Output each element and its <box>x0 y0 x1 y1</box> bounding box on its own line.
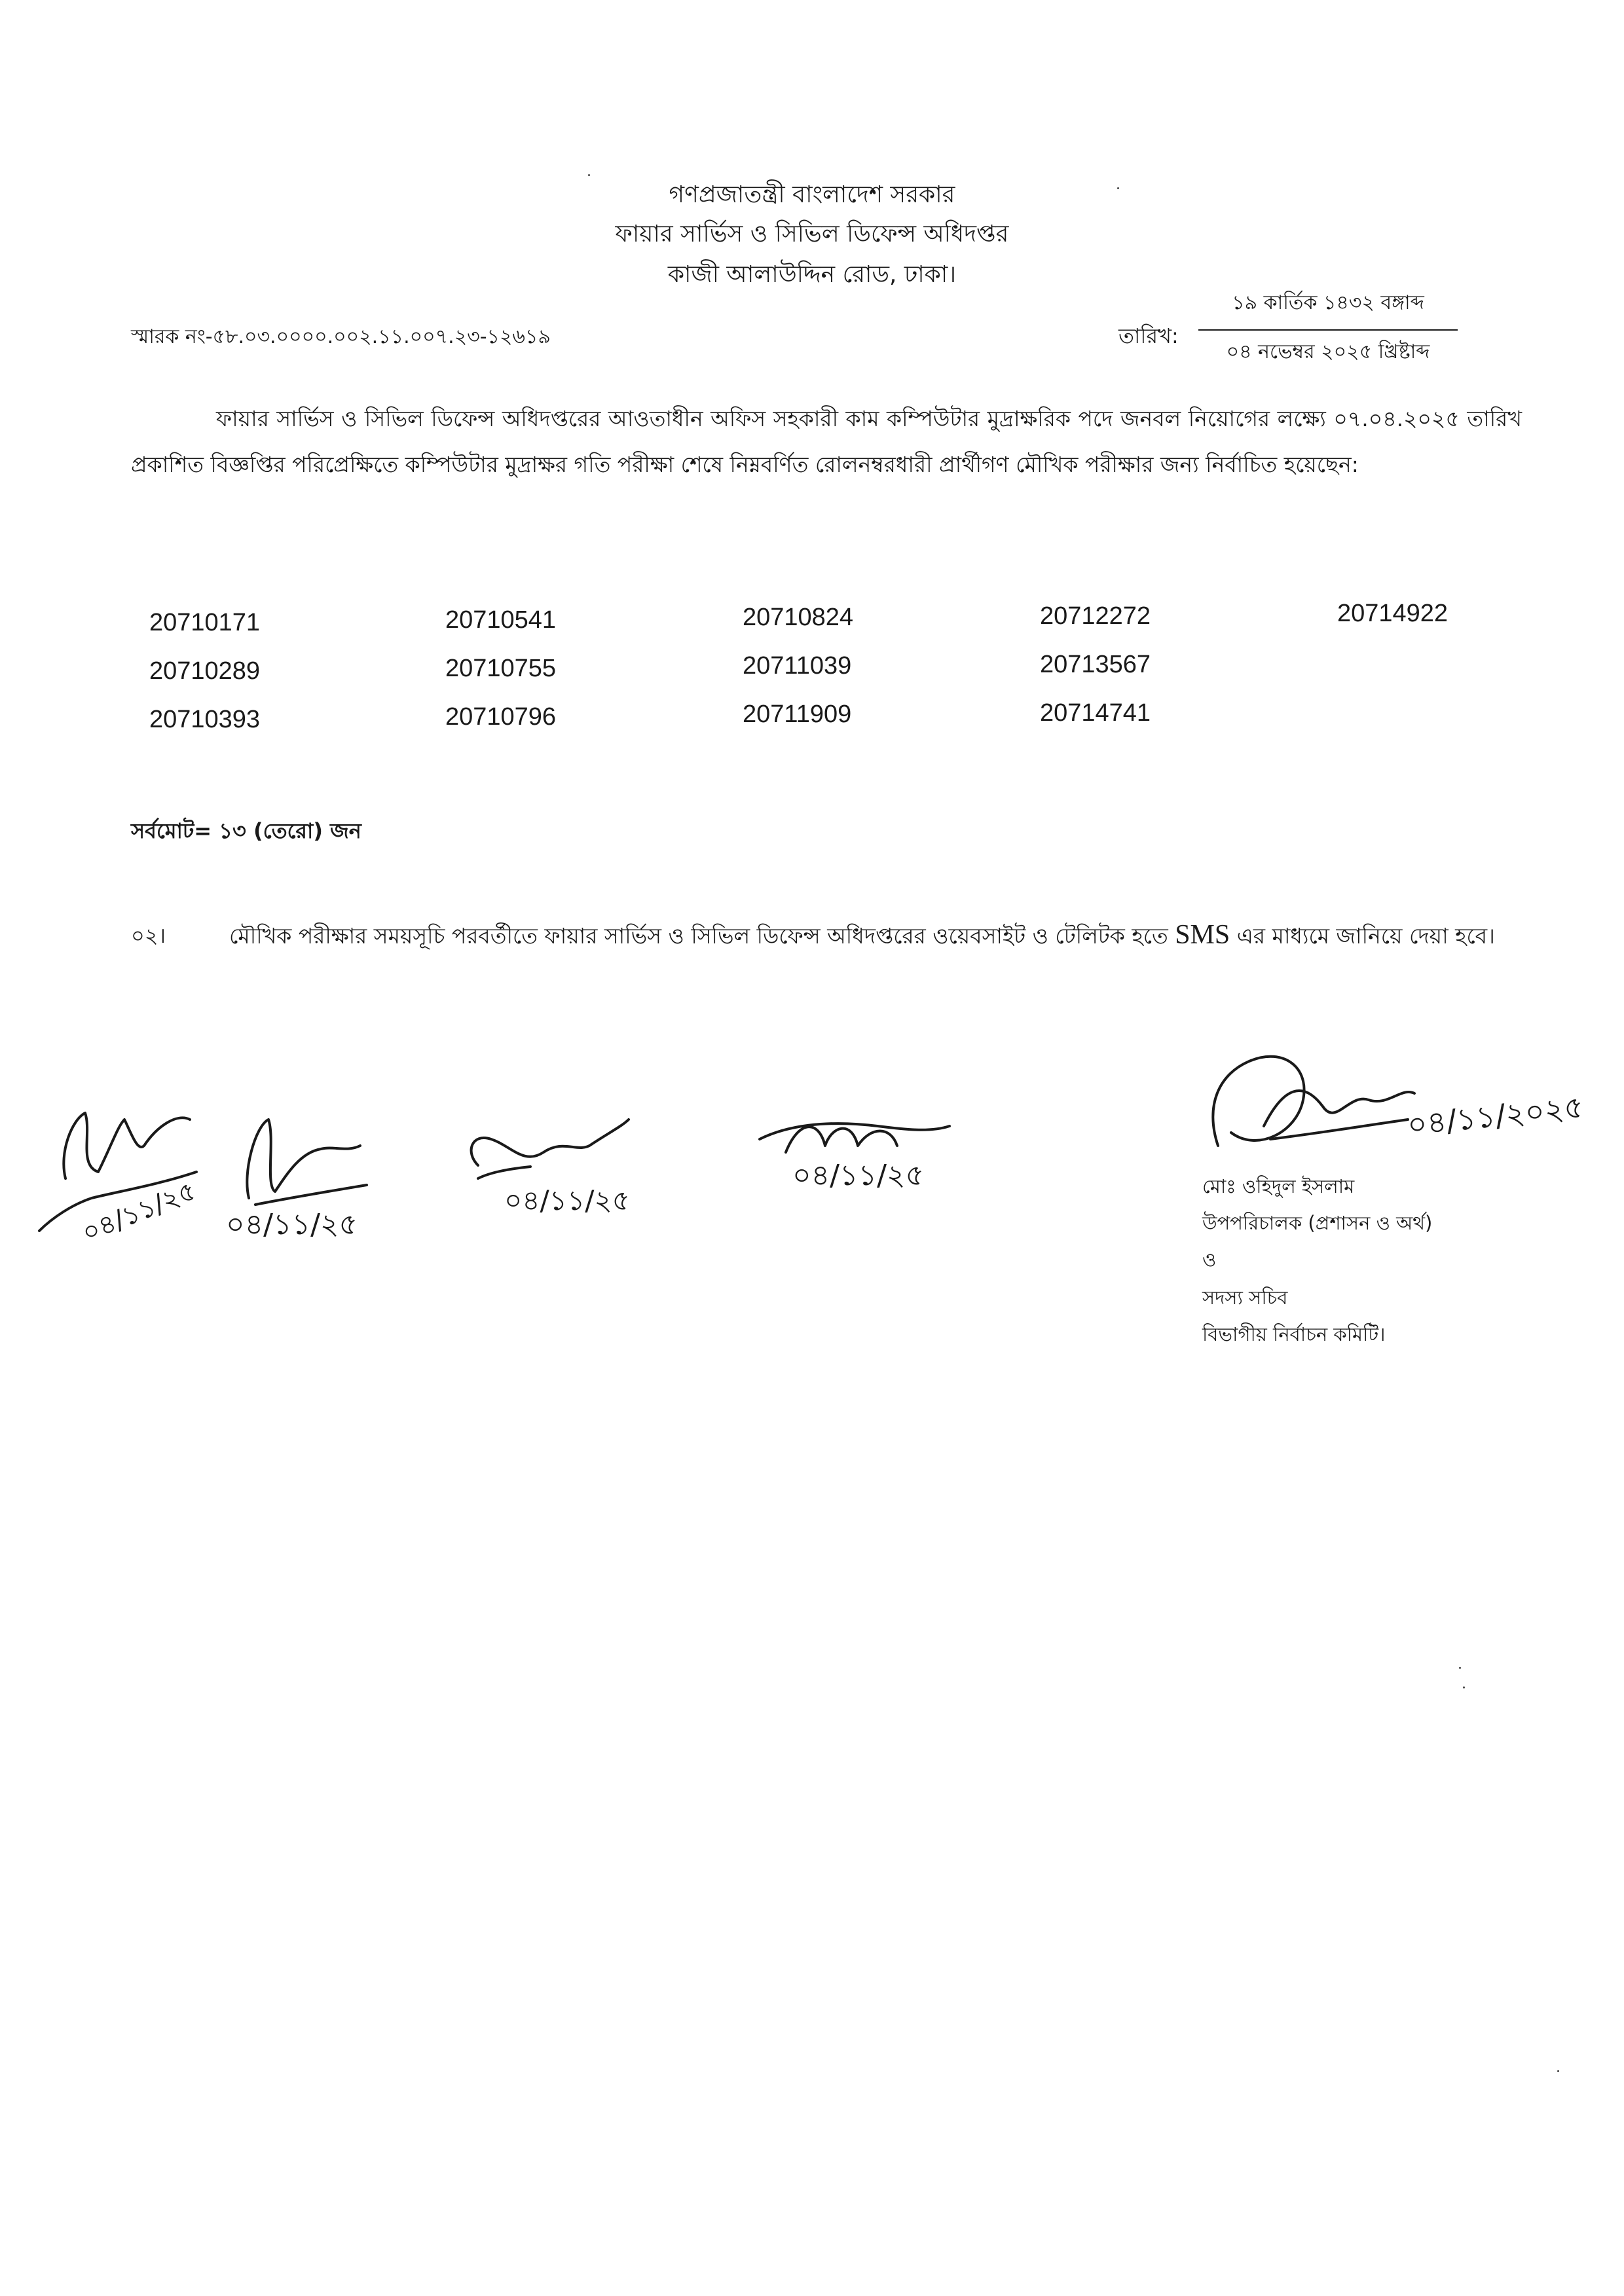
roll-number: 20710289 <box>149 657 261 685</box>
roll-number: 20713567 <box>1040 651 1151 678</box>
date-divider <box>1198 329 1458 331</box>
roll-number: 20710171 <box>149 609 261 636</box>
roll-number: 20710796 <box>445 703 557 731</box>
body-paragraph <box>131 396 1522 488</box>
paragraph-2-number: ০২। <box>131 923 166 948</box>
roll-number: 20710393 <box>149 706 261 733</box>
date-label: তারিখ: <box>1118 323 1179 348</box>
signatory-name: মোঃ ওহিদুল ইসলাম <box>1202 1175 1355 1197</box>
signatory-signature-date: ০৪/১১/২০২৫ <box>1405 1089 1585 1143</box>
signature-3-date: ০৪/১১/২৫ <box>504 1184 630 1216</box>
signature-1-date: ০৪/১১/২৫ <box>77 1175 200 1249</box>
signatory-committee: বিভাগীয় নির্বাচন কমিটি। <box>1202 1323 1386 1345</box>
roll-number: 20714922 <box>1337 600 1449 627</box>
paragraph-2 <box>229 910 1522 961</box>
body-paragraph-text: ফায়ার সার্ভিস ও সিভিল ডিফেন্স অধিদপ্তরের আওতাধীন অফিস সহকারী কাম কম্পিউটার মুদ্রাক্ষরিক পদে জনবল নিয়োগের লক্ষ্যে ০৭.০৪.২০২৫ তারিখ প্রকাশিত বিজ্ঞপ্তির পরিপ্রেক্ষিতে কম্পিউটার মুদ্রাক্ষর গতি পরীক্ষা শেষে নিম্নবর্ণিত রোলনম্বরধারী প্রার্থীগণ মৌখিক পরীক্ষার জন্য নির্বাচিত হয়েছেন: <box>131 406 1522 477</box>
roll-number: 20711039 <box>743 652 852 680</box>
date-block <box>1198 287 1458 369</box>
roll-number: 20710824 <box>743 604 854 631</box>
scan-speck <box>1557 2070 1559 2072</box>
total-count: সর্বমোট= ১৩ (তেরো) জন <box>131 818 361 843</box>
header-line-2: ফায়ার সার্ভিস ও সিভিল ডিফেন্স অধিদপ্তর <box>615 221 1009 247</box>
date-bangla: ১৯ কার্তিক ১৪৩২ বঙ্গাব্দ <box>1232 291 1424 314</box>
paragraph-2-text-a: মৌখিক পরীক্ষার সময়সূচি পরবর্তীতে ফায়ার সার্ভিস ও সিভিল ডিফেন্স অধিদপ্তরের ওয়েবসাইট ও টেলিটক হতে <box>229 923 1175 949</box>
roll-number: 20710541 <box>445 606 557 634</box>
signatory-conjunction: ও <box>1202 1248 1217 1271</box>
signature-4 <box>747 1100 982 1218</box>
paragraph-2-text-b: এর মাধ্যমে জানিয়ে দেয়া হবে। <box>1230 923 1495 949</box>
roll-number: 20710755 <box>445 655 557 682</box>
signature-2-date: ০৪/১১/২৫ <box>226 1208 358 1241</box>
roll-number: 20712272 <box>1040 602 1151 630</box>
scan-speck <box>1459 1667 1461 1669</box>
date-english: ০৪ নভেম্বর ২০২৫ খ্রিষ্টাব্দ <box>1226 340 1430 363</box>
scan-speck <box>588 174 590 176</box>
signature-4-date: ০৪/১১/২৫ <box>792 1159 925 1192</box>
signature-3 <box>452 1106 661 1231</box>
signature-1 <box>26 1074 223 1250</box>
scan-speck <box>1117 187 1119 189</box>
header-line-3: কাজী আলাউদ্দিন রোড, ঢাকা। <box>667 261 957 288</box>
roll-number: 20711909 <box>743 701 852 728</box>
header-line-1: গণপ্রজাতন্ত্রী বাংলাদেশ সরকার <box>669 181 955 208</box>
signature-2 <box>210 1100 393 1257</box>
signatory-designation: উপপরিচালক (প্রশাসন ও অর্থ) <box>1202 1212 1433 1234</box>
roll-number: 20714741 <box>1040 699 1151 727</box>
scan-speck <box>1463 1686 1465 1688</box>
sms-label: SMS <box>1175 920 1230 950</box>
signatory-role: সদস্য সচিব <box>1202 1286 1288 1309</box>
memo-number: স্মারক নং-৫৮.০৩.০০০০.০০২.১১.০০৭.২৩-১২৬১৯ <box>131 325 551 348</box>
